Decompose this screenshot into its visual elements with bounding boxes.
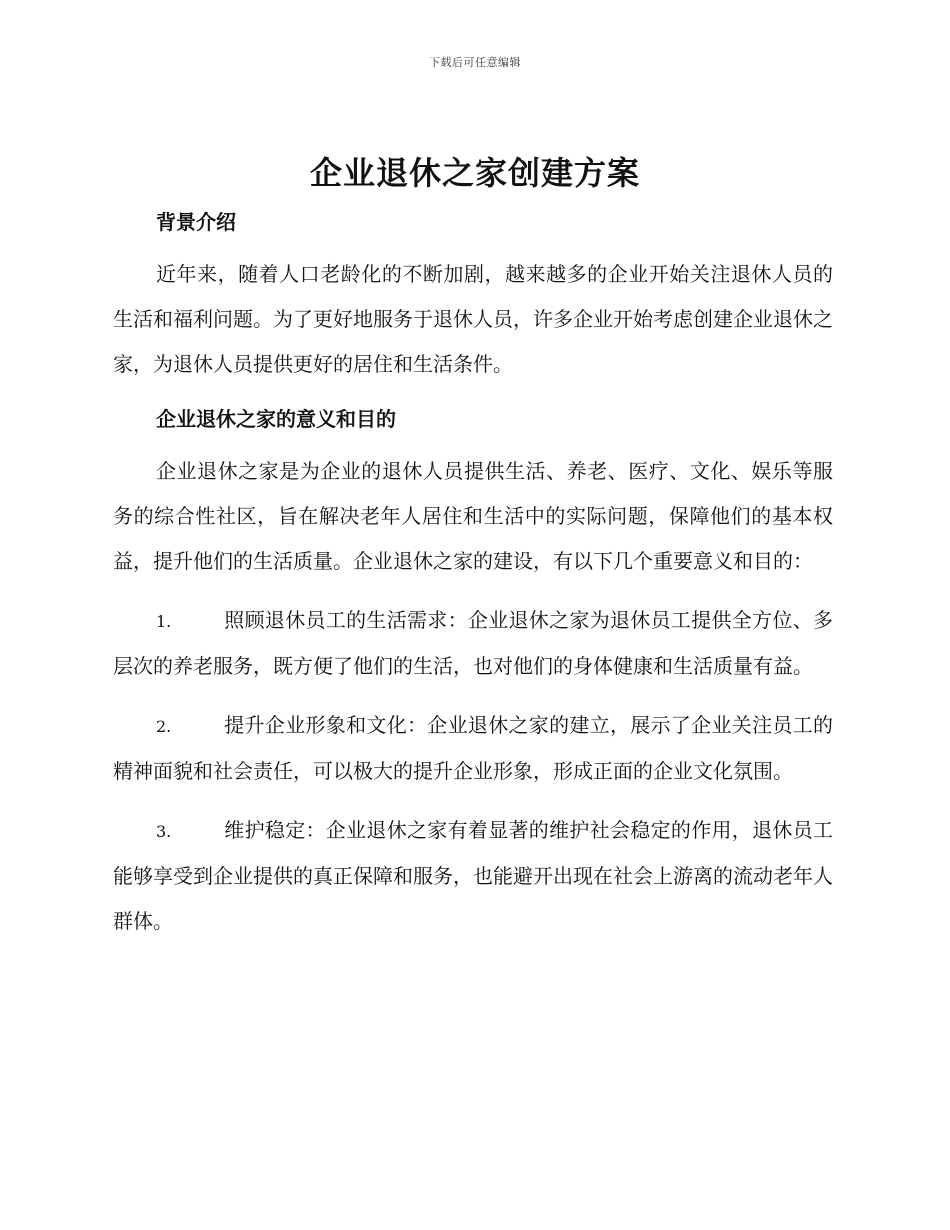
- list-item-text: 提升企业形象和文化：企业退休之家的建立，展示了企业关注员工的精神面貌和社会责任，可以极大的提升企业形象，形成正面的企业文化氛围。: [113, 713, 833, 783]
- spacer: [113, 794, 833, 808]
- paragraph-background: 近年来，随着人口老龄化的不断加剧，越来越多的企业开始关注退休人员的生活和福利问题。为了更好地服务于退休人员，许多企业开始考虑创建企业退休之家，为退休人员提供更好的居住和生活条件。: [113, 262, 833, 376]
- spacer: [113, 437, 833, 449]
- spacer: [113, 387, 833, 401]
- list-item-number: 1.: [156, 612, 172, 631]
- list-item: [113, 598, 833, 689]
- list-item-text: 维护稳定：企业退休之家有着显著的维护社会稳定的作用，退休员工能够享受到企业提供的真正保障和服务，也能避开出现在社会上游离的流动老年人群体。: [113, 818, 833, 933]
- header-note: 下载后可任意编辑: [429, 56, 521, 69]
- list-item-text: 照顾退休员工的生活需求：企业退休之家为退休员工提供全方位、多层次的养老服务，既方便了他们的生活，也对他们的身体健康和生活质量有益。: [113, 608, 833, 678]
- paragraph-purpose: 企业退休之家是为企业的退休人员提供生活、养老、医疗、文化、娱乐等服务的综合性社区，旨在解决老年人居住和生活中的实际问题，保障他们的基本权益，提升他们的生活质量。企业退休之家的建设，有以下几个重要意义和目的：: [113, 459, 833, 573]
- document-body: [113, 204, 833, 944]
- section-heading-background: 背景介绍: [156, 210, 236, 234]
- spacer: [113, 584, 833, 598]
- section-heading-purpose: 企业退休之家的意义和目的: [156, 407, 396, 431]
- list-item-number: 2.: [156, 717, 172, 736]
- spacer: [113, 689, 833, 703]
- list-item-number: 3.: [156, 822, 172, 841]
- spacer: [113, 240, 833, 252]
- list-item: [113, 703, 833, 794]
- document-title: 企业退休之家创建方案: [309, 154, 640, 192]
- list-item: [113, 808, 833, 944]
